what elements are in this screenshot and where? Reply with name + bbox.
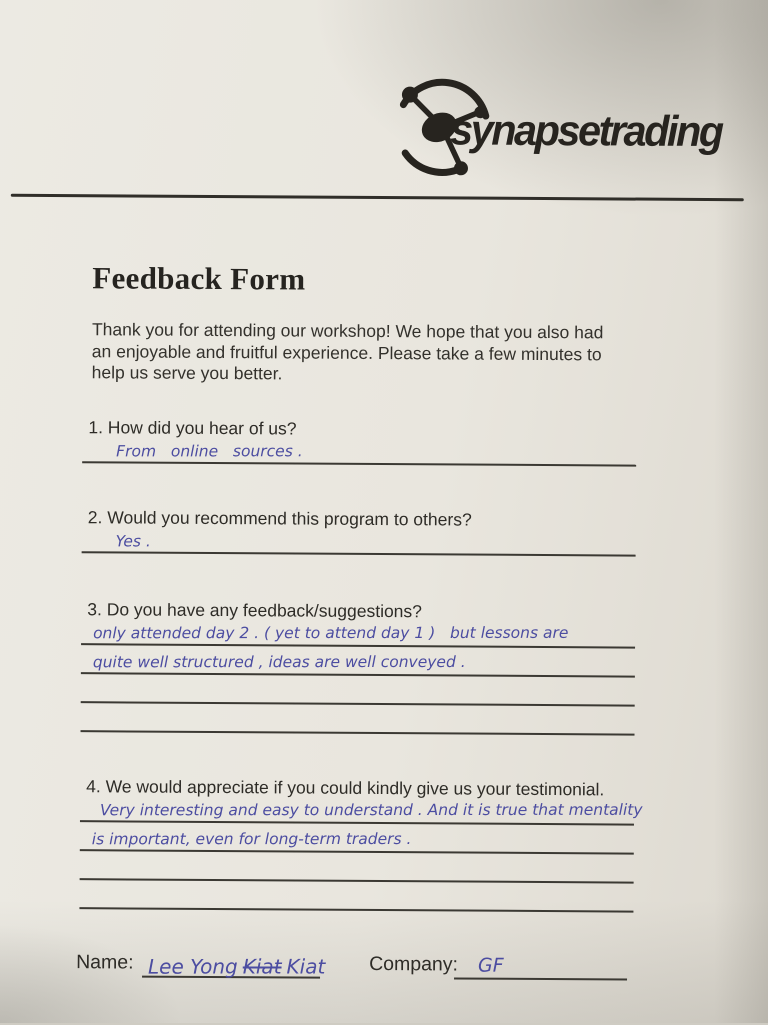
question-4-lines — [79, 797, 634, 912]
answer-line[interactable] — [81, 674, 635, 706]
answer-line[interactable] — [82, 438, 636, 466]
answer-line[interactable] — [81, 703, 635, 735]
question-4-label: 4. We would appreciate if you could kindly give us your testimonial. — [86, 776, 634, 800]
company-label: Company: — [369, 953, 458, 977]
answer-line[interactable] — [82, 528, 636, 556]
company-field[interactable] — [454, 948, 627, 980]
handwritten-answer: quite well structured , ideas are well conveyed . — [93, 653, 466, 671]
form-title: Feedback Form — [92, 260, 305, 297]
name-part-2: Kiat — [287, 954, 326, 978]
name-label: Name: — [76, 951, 134, 974]
question-3 — [87, 599, 636, 735]
question-3-lines — [81, 620, 636, 735]
answer-line[interactable] — [80, 822, 634, 854]
brand-name: synapsetrading — [450, 106, 722, 157]
question-2-label: 2. Would you recommend this program to others? — [88, 507, 636, 531]
name-field[interactable] — [142, 947, 320, 979]
handwritten-answer: Yes . — [116, 532, 151, 550]
signature-row — [76, 946, 656, 994]
intro-line-3: help us serve you better. — [92, 362, 604, 387]
question-3-label: 3. Do you have any feedback/suggestions? — [87, 599, 635, 623]
brand-logo — [387, 70, 753, 190]
name-part-1: Lee Yong — [148, 955, 238, 979]
intro-line-2: an enjoyable and fruitful experience. Please take a few minutes to — [92, 341, 604, 366]
answer-line[interactable] — [80, 797, 634, 825]
question-1 — [88, 417, 636, 466]
handwritten-name — [148, 954, 325, 978]
question-4 — [85, 776, 634, 912]
question-1-label: 1. How did you hear of us? — [88, 417, 636, 441]
handwritten-answer: Very interesting and easy to understand . And it is true that mentality — [100, 801, 643, 819]
handwritten-answer: is important, even for long-term traders . — [92, 830, 412, 848]
header-divider — [11, 194, 744, 201]
question-1-lines — [82, 438, 636, 466]
question-2 — [88, 507, 636, 556]
handwritten-answer: From online sources . — [116, 442, 302, 460]
answer-line[interactable] — [81, 645, 635, 677]
handwritten-answer: only attended day 2 . ( yet to attend day 1 ) but lessons are — [93, 624, 568, 642]
question-2-lines — [82, 528, 636, 556]
intro-text — [92, 319, 604, 387]
answer-line[interactable] — [79, 880, 633, 912]
answer-line[interactable] — [80, 851, 634, 883]
answer-line[interactable] — [81, 620, 635, 648]
name-struck-word: Kiat — [243, 954, 282, 978]
handwritten-company: GF — [478, 955, 504, 977]
intro-line-1: Thank you for attending our workshop! We hope that you also had — [92, 319, 604, 344]
